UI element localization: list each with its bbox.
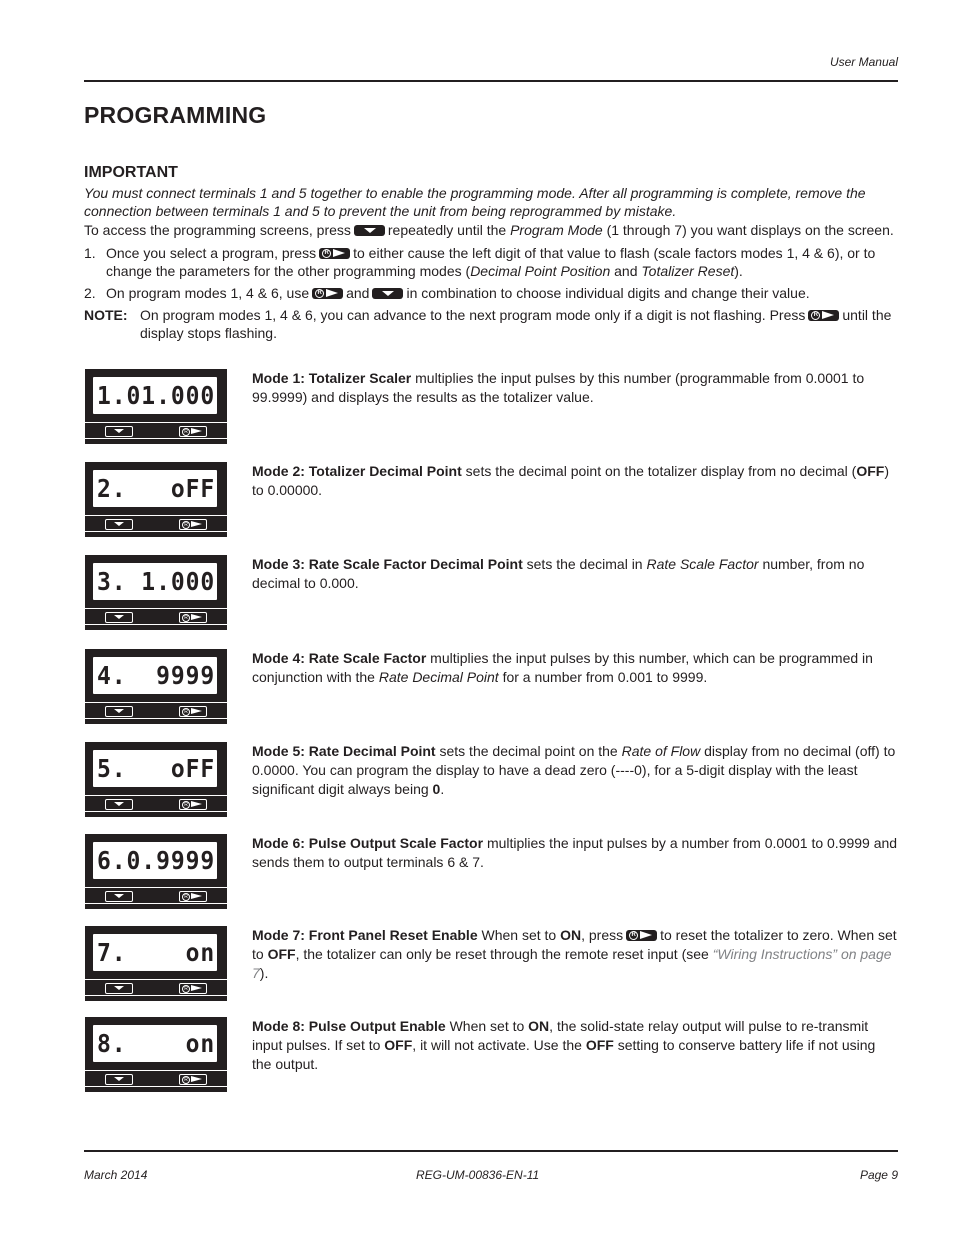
lcd-readout: 1.01.000: [97, 381, 216, 410]
steps-list: [84, 244, 898, 302]
reset-right-icon: R: [179, 799, 207, 810]
reset-right-icon: R: [179, 612, 207, 623]
note: NOTE: On program modes 1, 4 & 6, you can advance to the next program mode only if a digit is not flashing. Press R until the display stops flashing.: [84, 307, 892, 341]
mode-description: Mode 5: Rate Decimal Point sets the decimal point on the Rate of Flow display from no decimal (off) to 0.0000. You can program the display to have a dead zero (----0), for a 5-digit display with the least significant digit always being 0.: [252, 743, 896, 797]
footer-doc-id: REG-UM-00836-EN-11: [416, 1168, 540, 1182]
reset-right-icon: R: [179, 1074, 207, 1085]
display-panel-illustration: [85, 555, 227, 630]
reset-right-key-icon: R: [808, 310, 839, 321]
down-arrow-key-icon: [372, 288, 403, 299]
manual-page: [84, 0, 898, 1235]
mode-description: Mode 7: Front Panel Reset Enable When set to ON, press R to reset the totalizer to zero. When set to OFF, the totalizer can only be reset through the remote reset input (see “Wiring Instructions” on page 7).: [252, 927, 897, 981]
reset-right-icon: R: [179, 426, 207, 437]
down-arrow-key-icon: [354, 225, 385, 236]
header-rule: [84, 80, 898, 82]
footer-date: March 2014: [84, 1168, 148, 1182]
mode-description: Mode 3: Rate Scale Factor Decimal Point sets the decimal in Rate Scale Factor number, from no decimal to 0.000.: [252, 556, 865, 591]
mode-description: Mode 8: Pulse Output Enable When set to ON, the solid-state relay output will pulse to re-transmit input pulses. If set to OFF, it will not activate. Use the OFF setting to conserve battery life if not using the output.: [252, 1018, 876, 1072]
footer-rule: [84, 1150, 898, 1152]
down-arrow-icon: [105, 426, 133, 437]
display-panel-illustration: [85, 462, 227, 537]
intro-section: [84, 184, 898, 342]
note-label: NOTE:: [84, 307, 128, 323]
list-item: 1. Once you select a program, press R to either cause the left digit of that value to flash (scale factors modes 1, 4 & 6), or to change the parameters for the other programming modes (Decimal Point Position and Totalizer Reset).: [84, 245, 876, 279]
display-panel-illustration: [85, 926, 227, 1001]
mode-description: Mode 2: Totalizer Decimal Point sets the decimal point on the totalizer display from no decimal (OFF) to 0.00000.: [252, 463, 889, 498]
lcd-readout: 5. oFF: [97, 754, 216, 783]
lcd-readout: 6.0.9999: [97, 846, 216, 875]
down-arrow-icon: [105, 612, 133, 623]
reset-right-icon: R: [179, 519, 207, 530]
down-arrow-icon: [105, 706, 133, 717]
display-panel-illustration: [85, 369, 227, 444]
reset-right-key-icon: R: [626, 930, 657, 941]
lcd-readout: 8. on: [97, 1029, 216, 1058]
down-arrow-icon: [105, 891, 133, 902]
display-panel-illustration: [85, 649, 227, 724]
wiring-instructions-link[interactable]: “Wiring Instructions” on page 7: [252, 946, 892, 981]
display-panel-illustration: [85, 742, 227, 817]
mode-description: Mode 1: Totalizer Scaler multiplies the input pulses by this number (programmable from 0.0001 to 99.9999) and displays the results as the totalizer value.: [252, 370, 865, 405]
lcd-readout: 2. oFF: [97, 474, 216, 503]
down-arrow-icon: [105, 799, 133, 810]
reset-right-key-icon: R: [312, 288, 343, 299]
display-panel-illustration: [85, 1017, 227, 1092]
page-title: PROGRAMMING: [84, 102, 267, 128]
header-label: User Manual: [829, 55, 898, 69]
down-arrow-icon: [105, 1074, 133, 1085]
access-instructions: To access the programming screens, press repeatedly until the Program Mode (1 through 7) you want displays on the screen.: [84, 222, 894, 238]
down-arrow-icon: [105, 519, 133, 530]
reset-right-icon: R: [179, 706, 207, 717]
display-panel-illustration: [85, 834, 227, 909]
list-item: 2. On program modes 1, 4 & 6, use R and in combination to choose individual digits and change their value.: [84, 285, 810, 301]
down-arrow-icon: [105, 983, 133, 994]
reset-right-icon: R: [179, 891, 207, 902]
mode-description: Mode 6: Pulse Output Scale Factor multiplies the input pulses by a number from 0.0001 to 0.9999 and sends them to output terminals 6 & 7.: [252, 835, 898, 870]
footer-page-number: Page 9: [859, 1168, 898, 1182]
lcd-readout: 4. 9999: [97, 661, 216, 690]
lcd-readout: 3. 1.000: [97, 567, 216, 596]
lcd-readout: 7. on: [97, 938, 216, 967]
mode-description: Mode 4: Rate Scale Factor multiplies the input pulses by this number, which can be programmed in conjunction with the Rate Decimal Point for a number from 0.001 to 9999.: [252, 650, 873, 685]
section-title: IMPORTANT: [84, 164, 178, 181]
reset-right-key-icon: R: [319, 248, 350, 259]
reset-right-icon: R: [179, 983, 207, 994]
warning-text: You must connect terminals 1 and 5 together to enable the programming mode. After all programming is complete, remove the connection between terminals 1 and 5 to prevent the unit from being reprogrammed by mistake.: [84, 185, 866, 219]
